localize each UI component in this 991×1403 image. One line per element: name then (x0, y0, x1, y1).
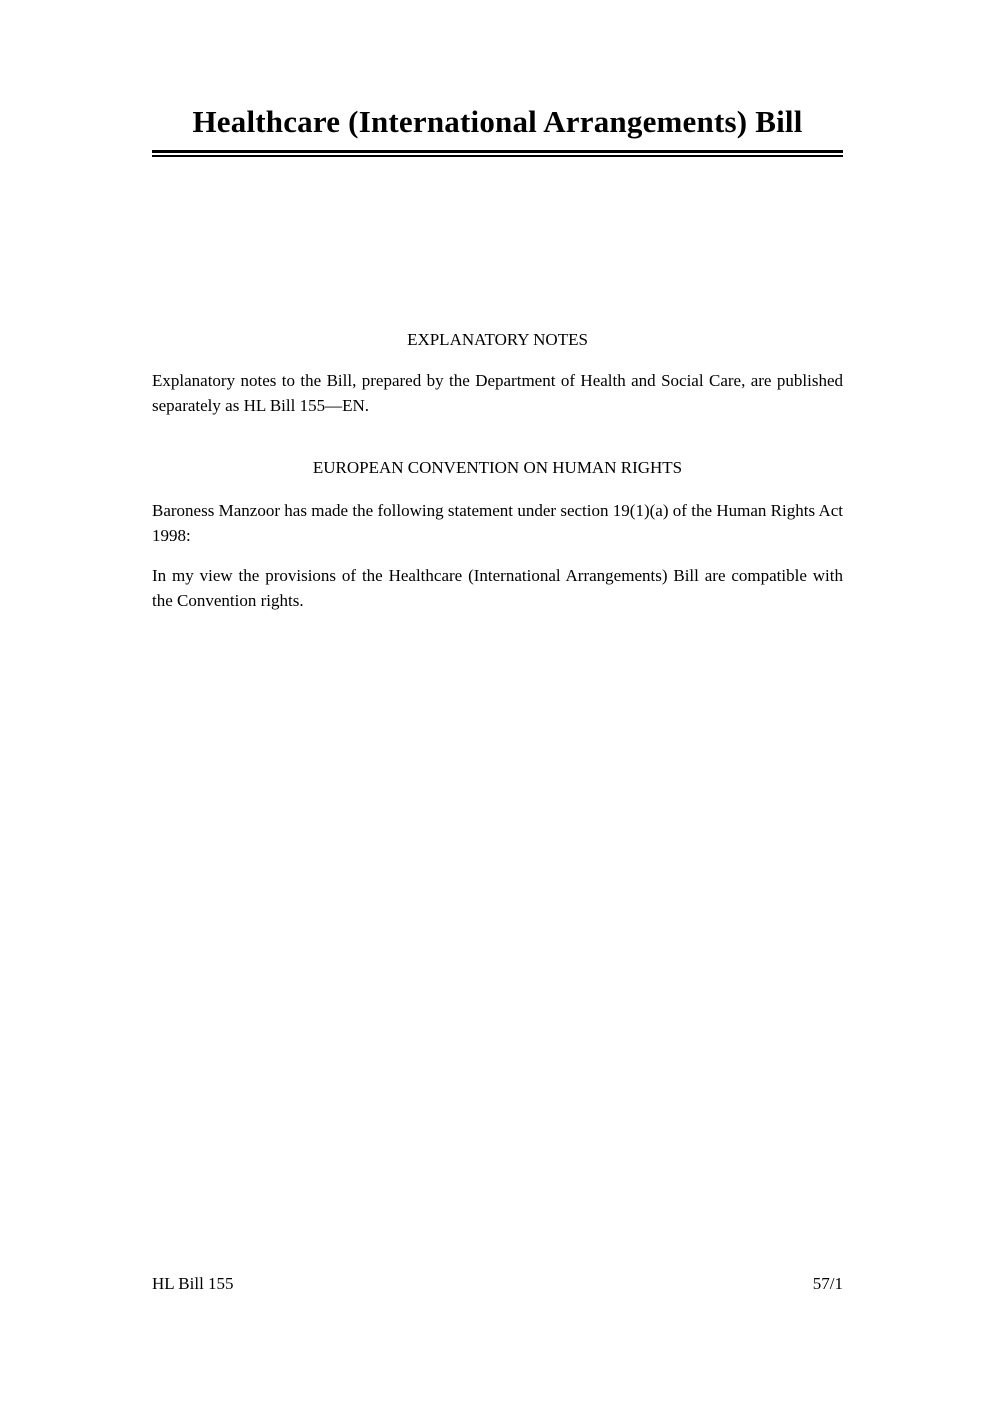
title-double-rule (152, 150, 843, 157)
explanatory-notes-heading: EXPLANATORY NOTES (407, 330, 588, 349)
echr-statement-paragraph: In my view the provisions of the Healthcare (International Arrangements) Bill are compatible with the Convention rights. (152, 566, 843, 610)
page-content (152, 0, 843, 613)
echr-statement-intro-paragraph: Baroness Manzoor has made the following statement under section 19(1)(a) of the Human Rights Act 1998: (152, 501, 843, 545)
echr-heading: EUROPEAN CONVENTION ON HUMAN RIGHTS (312, 458, 683, 477)
footer-session-code: 57/1 (812, 1274, 843, 1293)
page-footer (152, 1271, 843, 1296)
bill-title: Healthcare (International Arrangements) Bill (192, 104, 803, 139)
explanatory-notes-paragraph: Explanatory notes to the Bill, prepared by the Department of Health and Social Care, are published separately as HL Bill 155—EN. (152, 371, 843, 415)
footer-bill-number: HL Bill 155 (152, 1274, 234, 1293)
